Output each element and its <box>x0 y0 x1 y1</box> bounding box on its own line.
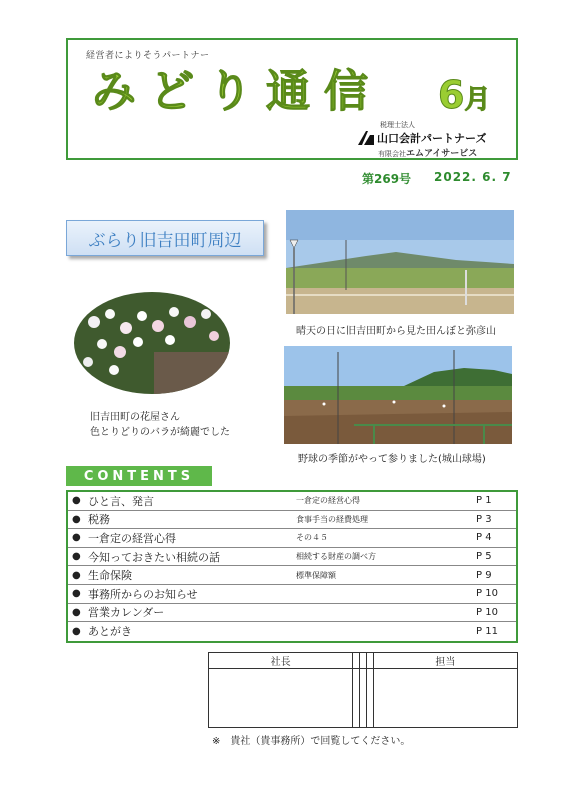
toc-subtitle: 一倉定の経営心得 <box>296 496 360 506</box>
toc-title: あとがき <box>88 625 132 639</box>
stamp-header-blank <box>366 653 373 669</box>
field-caption: 晴天の日に旧吉田町から見た田んぼと弥彦山 <box>296 326 496 337</box>
bullet-icon: ● <box>72 495 81 507</box>
month-kanji: 月 <box>464 85 491 115</box>
stamp-cell[interactable] <box>209 669 353 728</box>
toc-page: P 3 <box>476 513 492 525</box>
toc-row[interactable] <box>68 585 516 604</box>
baseball-photo <box>284 346 512 444</box>
issue-month <box>438 70 490 125</box>
toc-page: P 11 <box>476 625 498 637</box>
bullet-icon: ● <box>72 569 81 581</box>
stamp-header-blank <box>353 653 360 669</box>
toc-row[interactable] <box>68 529 516 548</box>
stamp-cell[interactable] <box>373 669 517 728</box>
circulation-stamp-table <box>208 652 518 728</box>
bullet-icon: ● <box>72 513 81 525</box>
table-of-contents <box>66 490 518 643</box>
toc-title: 税務 <box>88 513 110 527</box>
toc-title: 事務所からのお知らせ <box>88 587 198 601</box>
toc-row[interactable] <box>68 548 516 567</box>
firm-block <box>358 120 508 159</box>
stamp-header-blank <box>360 653 367 669</box>
toc-subtitle: その４５ <box>296 533 328 543</box>
bullet-icon: ● <box>72 625 81 637</box>
toc-page: P 10 <box>476 588 498 600</box>
firm-sub <box>378 146 508 159</box>
toc-title: 一倉定の経営心得 <box>88 531 176 545</box>
toc-row[interactable] <box>68 492 516 511</box>
toc-subtitle: 相続する財産の調べ方 <box>296 552 376 562</box>
toc-title: ひと言、発言 <box>88 494 154 508</box>
toc-page: P 5 <box>476 551 492 563</box>
toc-row[interactable] <box>68 511 516 530</box>
toc-subtitle: 標準保障額 <box>296 570 336 580</box>
toc-row[interactable] <box>68 604 516 623</box>
toc-title: 営業カレンダー <box>88 606 165 620</box>
feature-label: ぶらり旧吉田町周辺 <box>66 220 264 256</box>
baseball-caption: 野球の季節がやって参りました(城山球場) <box>298 454 486 465</box>
toc-page: P 4 <box>476 532 492 544</box>
firm-type: 税理士法人 <box>380 121 415 129</box>
toc-page: P 10 <box>476 606 498 618</box>
rose-caption-line2: 色とりどりのバラが綺麗でした <box>90 427 230 438</box>
firm-sub-name: エムアイサービス <box>406 149 478 159</box>
toc-title: 生命保険 <box>88 569 132 583</box>
firm-sub-prefix: 有限会社 <box>378 150 406 158</box>
stamp-header-president: 社長 <box>209 653 353 669</box>
stamp-cell[interactable] <box>366 669 373 728</box>
toc-page: P 9 <box>476 569 492 581</box>
toc-row[interactable] <box>68 566 516 585</box>
circulation-note: ※ 貴社（貴事務所）で回覧してください。 <box>212 736 411 747</box>
issue-number: 第269号 <box>362 172 412 186</box>
stamp-cell[interactable] <box>360 669 367 728</box>
toc-page: P 1 <box>476 495 492 507</box>
bullet-icon: ● <box>72 606 81 618</box>
bullet-icon: ● <box>72 532 81 544</box>
firm-logo-icon <box>358 131 374 145</box>
bullet-icon: ● <box>72 588 81 600</box>
rice-field-photo <box>286 210 514 314</box>
tagline: 経営者によりそうパートナー <box>86 51 210 61</box>
newsletter-title: みどり通信 <box>92 66 382 117</box>
rose-caption-line1: 旧吉田町の花屋さん <box>90 412 180 423</box>
toc-row[interactable] <box>68 622 516 641</box>
bullet-icon: ● <box>72 551 81 563</box>
contents-tab: CONTENTS <box>66 466 212 486</box>
rose-photo <box>74 292 230 394</box>
stamp-header-person: 担当 <box>373 653 517 669</box>
toc-title: 今知っておきたい相続の話 <box>88 550 220 564</box>
toc-subtitle: 食事手当の経費処理 <box>296 514 368 524</box>
firm-name: 山口会計パートナーズ <box>377 132 487 145</box>
issue-date: 2022. 6. 7 <box>434 170 512 184</box>
rose-caption <box>90 410 230 440</box>
month-number: 6 <box>438 73 465 117</box>
masthead <box>66 38 518 160</box>
stamp-cell[interactable] <box>353 669 360 728</box>
